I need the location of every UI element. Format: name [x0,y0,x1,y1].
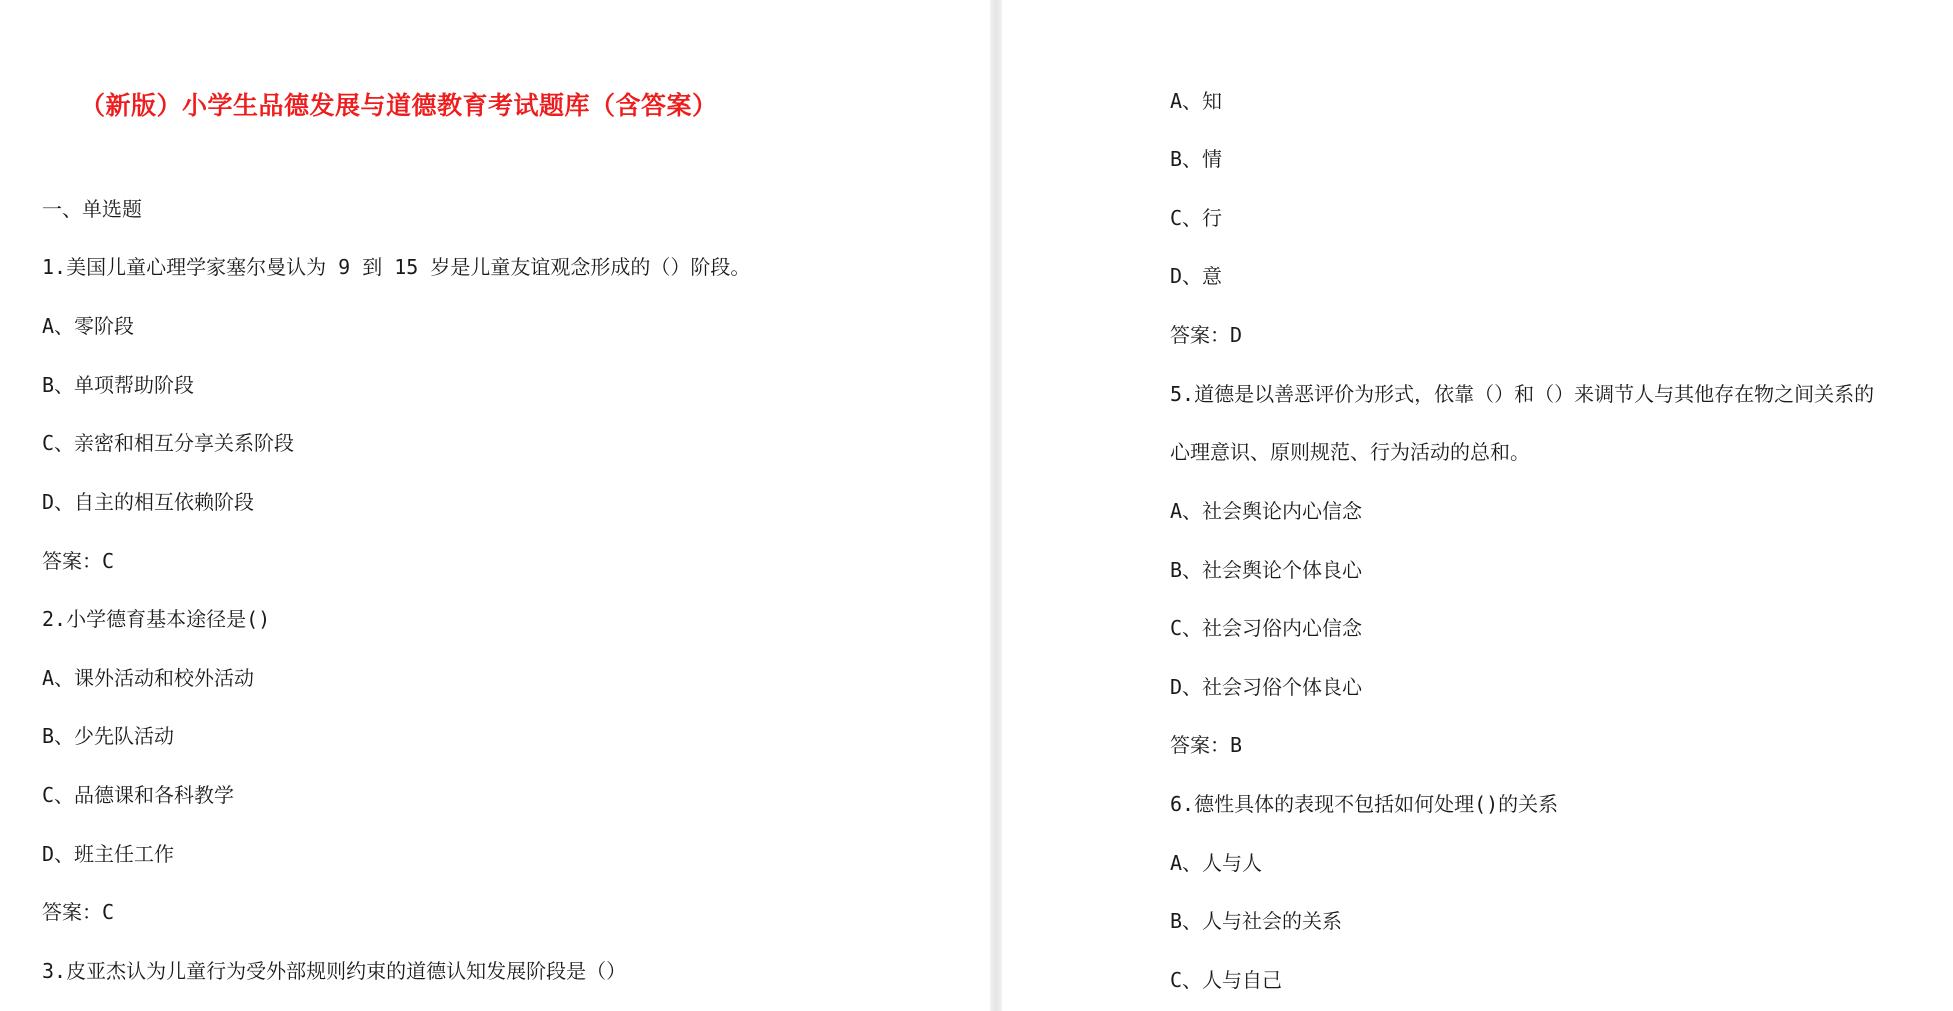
question-stem-1: 1.美国儿童心理学家塞尔曼认为 9 到 15 岁是儿童友谊观念形成的（）阶段。 [42,255,751,279]
right-page [1002,0,1953,1011]
question-stem-2: 2.小学德育基本途径是() [42,607,271,631]
option-6-c: C、人与自己 [1170,968,1283,992]
option-1-d: D、自主的相互依赖阶段 [42,490,255,514]
question-stem-3: 3.皮亚杰认为儿童行为受外部规则约束的道德认知发展阶段是（） [42,959,627,983]
answer-1: 答案：C [42,549,115,573]
question-stem-6: 6.德性具体的表现不包括如何处理()的关系 [1170,792,1559,816]
option-6-a: A、人与人 [1170,851,1263,875]
question-stem-5-line-1: 5.道德是以善恶评价为形式，依靠（）和（）来调节人与其他存在物之间关系的 [1170,382,1875,406]
option-1-a: A、零阶段 [42,314,135,338]
option-1-c: C、亲密和相互分享关系阶段 [42,431,295,455]
option-4-a: A、知 [1170,89,1223,113]
answer-4: 答案：D [1170,323,1243,347]
document-title: （新版）小学生品德发展与道德教育考试题库（含答案） [80,91,718,120]
section-heading: 一、单选题 [42,197,142,221]
page-gutter [990,0,1002,1011]
option-1-b: B、单项帮助阶段 [42,373,195,397]
option-5-c: C、社会习俗内心信念 [1170,616,1363,640]
option-4-c: C、行 [1170,206,1223,230]
option-5-b: B、社会舆论个体良心 [1170,558,1363,582]
answer-5: 答案：B [1170,733,1243,757]
option-2-d: D、班主任工作 [42,842,175,866]
option-5-a: A、社会舆论内心信念 [1170,499,1363,523]
option-4-d: D、意 [1170,264,1223,288]
option-2-b: B、少先队活动 [42,724,175,748]
option-4-b: B、情 [1170,147,1223,171]
answer-2: 答案：C [42,900,115,924]
option-5-d: D、社会习俗个体良心 [1170,675,1363,699]
option-2-c: C、品德课和各科教学 [42,783,235,807]
option-2-a: A、课外活动和校外活动 [42,666,255,690]
question-stem-5-line-2: 心理意识、原则规范、行为活动的总和。 [1170,440,1530,464]
option-6-b: B、人与社会的关系 [1170,909,1343,933]
